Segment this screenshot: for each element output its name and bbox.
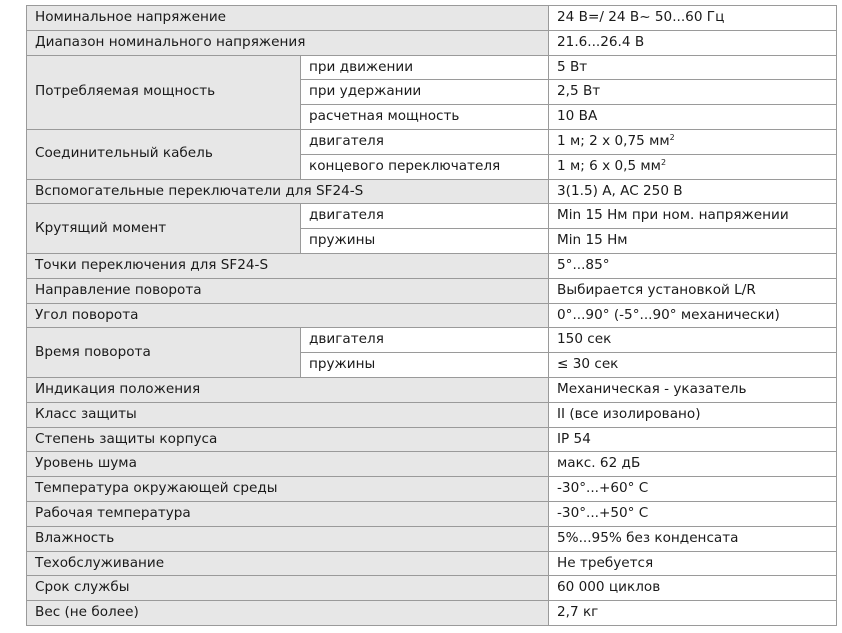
- param-label: Диапазон номинального напряжения: [27, 30, 549, 55]
- param-value: [549, 129, 837, 154]
- table-row: [27, 30, 837, 55]
- param-value: -30°...+60° С: [549, 477, 837, 502]
- table-row: [27, 377, 837, 402]
- param-value: ≤ 30 сек: [549, 353, 837, 378]
- table-row: [27, 55, 837, 80]
- param-value: макс. 62 дБ: [549, 452, 837, 477]
- param-value: 60 000 циклов: [549, 576, 837, 601]
- table-row: [27, 204, 837, 229]
- param-value: -30°...+50° С: [549, 501, 837, 526]
- sub-param-label: при движении: [301, 55, 549, 80]
- param-value: 5°...85°: [549, 253, 837, 278]
- sub-param-label: пружины: [301, 353, 549, 378]
- superscript: 2: [660, 157, 667, 167]
- param-label: Степень защиты корпуса: [27, 427, 549, 452]
- param-label: Температура окружающей среды: [27, 477, 549, 502]
- table-row: [27, 129, 837, 154]
- param-value: Не требуется: [549, 551, 837, 576]
- sub-param-label: при удержании: [301, 80, 549, 105]
- table-row: [27, 253, 837, 278]
- param-label: Класс защиты: [27, 402, 549, 427]
- table-row: [27, 402, 837, 427]
- param-label: Рабочая температура: [27, 501, 549, 526]
- param-label: Индикация положения: [27, 377, 549, 402]
- param-value: 21.6...26.4 В: [549, 30, 837, 55]
- param-value: II (все изолировано): [549, 402, 837, 427]
- param-value: Выбирается установкой L/R: [549, 278, 837, 303]
- param-label: Точки переключения для SF24-S: [27, 253, 549, 278]
- table-row: [27, 6, 837, 31]
- sub-param-label: двигателя: [301, 129, 549, 154]
- param-label: Соединительный кабель: [27, 129, 301, 179]
- param-value: 2,7 кг: [549, 601, 837, 626]
- param-value: Механическая - указатель: [549, 377, 837, 402]
- param-label: Потребляемая мощность: [27, 55, 301, 129]
- param-value: [549, 154, 837, 179]
- sub-param-label: двигателя: [301, 328, 549, 353]
- sub-param-label: пружины: [301, 229, 549, 254]
- table-row: [27, 576, 837, 601]
- param-value: Min 15 Нм при ном. напряжении: [549, 204, 837, 229]
- param-label: Срок службы: [27, 576, 549, 601]
- table-row: [27, 452, 837, 477]
- param-label: Вес (не более): [27, 601, 549, 626]
- table-row: [27, 427, 837, 452]
- sub-param-label: двигателя: [301, 204, 549, 229]
- table-row: [27, 526, 837, 551]
- param-value: Min 15 Нм: [549, 229, 837, 254]
- param-value: 5%...95% без конденсата: [549, 526, 837, 551]
- param-value: 2,5 Вт: [549, 80, 837, 105]
- sub-param-label: расчетная мощность: [301, 105, 549, 130]
- table-row: [27, 601, 837, 626]
- table-row: [27, 179, 837, 204]
- param-label: Уровень шума: [27, 452, 549, 477]
- param-label: Техобслуживание: [27, 551, 549, 576]
- param-value: 10 ВА: [549, 105, 837, 130]
- table-row: [27, 501, 837, 526]
- param-value: 150 сек: [549, 328, 837, 353]
- param-label: Угол поворота: [27, 303, 549, 328]
- param-value: 24 В=/ 24 В~ 50...60 Гц: [549, 6, 837, 31]
- spec-table: [26, 5, 837, 626]
- param-value: 5 Вт: [549, 55, 837, 80]
- superscript: 2: [669, 133, 675, 143]
- param-label: Вспомогательные переключатели для SF24-S: [27, 179, 549, 204]
- table-row: [27, 278, 837, 303]
- param-label: Влажность: [27, 526, 549, 551]
- table-row: [27, 551, 837, 576]
- param-value: 3(1.5) А, AC 250 В: [549, 179, 837, 204]
- param-value: IP 54: [549, 427, 837, 452]
- param-label: Номинальное напряжение: [27, 6, 549, 31]
- table-row: [27, 328, 837, 353]
- param-label: Направление поворота: [27, 278, 549, 303]
- table-row: [27, 303, 837, 328]
- param-value: 0°...90° (-5°...90° механически): [549, 303, 837, 328]
- sub-param-label: концевого переключателя: [301, 154, 549, 179]
- param-label: Время поворота: [27, 328, 301, 378]
- value-text: 1 м; 6 х 0,5 мм: [557, 157, 661, 174]
- table-row: [27, 477, 837, 502]
- value-text: 1 м; 2 х 0,75 мм: [557, 133, 670, 150]
- param-label: Крутящий момент: [27, 204, 301, 254]
